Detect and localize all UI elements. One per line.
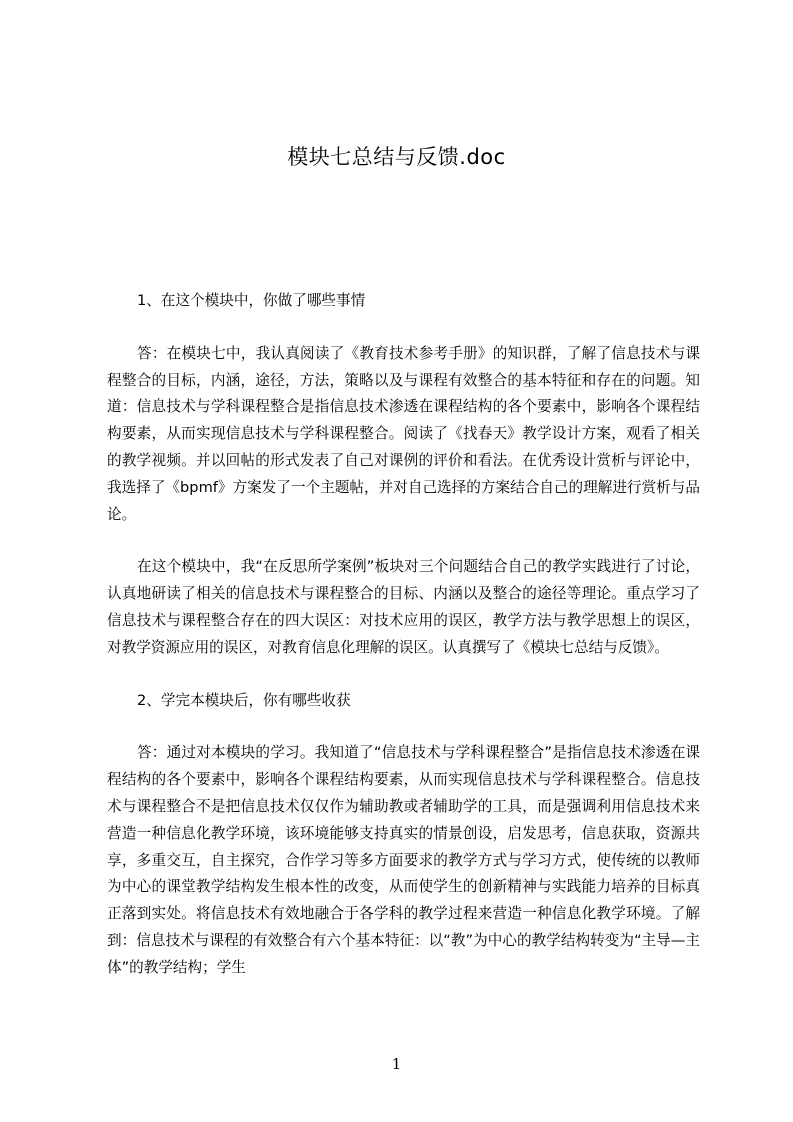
answer-paragraph: 答：通过对本模块的学习。我知道了“信息技术与学科课程整合”是指信息技术渗透在课程结构的各个要素中，影响各个课程结构要素，从而实现信息技术与学科课程整合。信息技术与课程整合不是把信息技术仅仅作为辅助教或者辅助学的工具，而是强调利用信息技术来营造一种信息化教学环境，该环境能够支持真实的情景创设，启发思考，信息获取，资源共享，多重交互，自主探究，合作学习等多方面要求的教学方式与学习方式，使传统的以教师为中心的课堂教学结构发生根本性的改变，从而使学生的创新精神与实践能力培养的目标真正落到实处。将信息技术有效地融合于各学科的教学过程来营造一种信息化教学环境。了解到：信息技术与课程的有效整合有六个基本特征：以“教”为中心的教学结构转变为“主导—主体”的教学结构；学生 xyxy=(107,744,700,976)
document-title: 模块七总结与反馈.doc xyxy=(287,145,506,169)
question-heading-2: 2、学完本模块后，你有哪些收获 xyxy=(137,691,351,709)
document-body xyxy=(107,288,700,982)
question-heading-1: 1、在这个模块中，你做了哪些事情 xyxy=(137,292,366,309)
page-number: 1 xyxy=(391,1055,402,1073)
answer-paragraph: 在这个模块中，我“在反思所学案例”板块对三个问题结合自己的教学实践进行了讨论，认真地研读了相关的信息技术与课程整合的目标、内涵以及整合的途径等理论。重点学习了信息技术与课程整合存在的四大误区：对技术应用的误区，教学方法与教学思想上的误区，对教学资源应用的误区，对教育信息化理解的误区。认真撰写了《模块七总结与反馈》。 xyxy=(107,558,700,656)
answer-paragraph: 答：在模块七中，我认真阅读了《教育技术参考手册》的知识群，了解了信息技术与课程整合的目标，内涵，途径，方法，策略以及与课程有效整合的基本特征和存在的问题。知道：信息技术与学科课程整合是指信息技术渗透在课程结构的各个要素中，影响各个课程结构要素，从而实现信息技术与学科课程整合。阅读了《找春天》教学设计方案，观看了相关的教学视频。并以回帖的形式发表了自己对课例的评价和看法。在优秀设计赏析与评论中，我选择了《bpmf》方案发了一个主题帖，并对自己选择的方案结合自己的理解进行赏析与品论。 xyxy=(107,344,700,523)
